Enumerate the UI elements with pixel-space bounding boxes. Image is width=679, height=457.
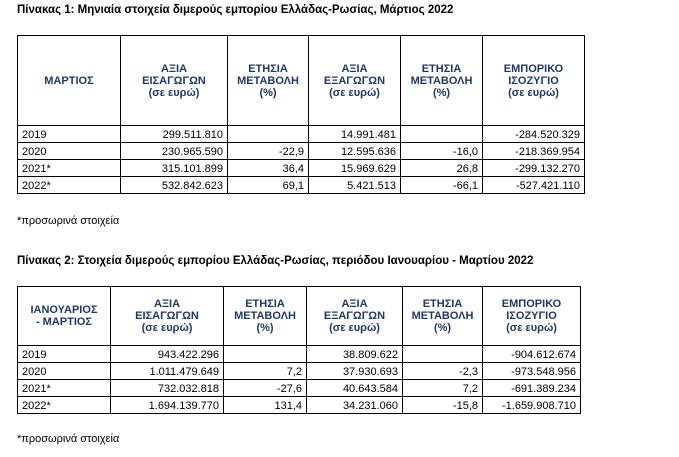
import-value-cell: 1.694.139.770 bbox=[111, 397, 224, 414]
export-value-cell: 5.421.513 bbox=[309, 177, 401, 194]
balance-cell: -904.612.674 bbox=[483, 346, 581, 363]
table-row bbox=[18, 160, 585, 177]
export-value-cell: 12.595.636 bbox=[309, 143, 401, 160]
table-row bbox=[18, 126, 585, 143]
balance-cell: -218.369.954 bbox=[483, 143, 585, 160]
header-trade-balance: ΕΜΠΟΡΙΚΟ ΙΣΟΖΥΓΙΟ (σε ευρώ) bbox=[483, 36, 585, 126]
table-row bbox=[18, 346, 581, 363]
header-row bbox=[18, 287, 581, 346]
table-row bbox=[18, 177, 585, 194]
table1-title: Πίνακας 1: Μηνιαία στοιχεία διμερούς εμπορίου Ελλάδας-Ρωσίας, Μάρτιος 2022 bbox=[17, 4, 454, 16]
year-cell: 2021* bbox=[18, 380, 111, 397]
header-import-change: ΕΤΗΣΙΑ ΜΕΤΑΒΟΛΗ (%) bbox=[224, 287, 307, 346]
export-value-cell: 40.643.584 bbox=[307, 380, 403, 397]
table1-footnote: *προσωρινά στοιχεία bbox=[17, 215, 120, 227]
balance-cell: -691.389.234 bbox=[483, 380, 581, 397]
year-cell: 2022* bbox=[18, 397, 111, 414]
export-value-cell: 38.809.622 bbox=[307, 346, 403, 363]
header-row bbox=[18, 36, 585, 126]
header-export-change: ΕΤΗΣΙΑ ΜΕΤΑΒΟΛΗ (%) bbox=[403, 287, 483, 346]
import-value-cell: 732.032.818 bbox=[111, 380, 224, 397]
header-export-change: ΕΤΗΣΙΑ ΜΕΤΑΒΟΛΗ (%) bbox=[401, 36, 483, 126]
table-row bbox=[18, 143, 585, 160]
table2-footnote: *προσωρινά στοιχεία bbox=[17, 433, 120, 445]
table-row bbox=[18, 363, 581, 380]
import-value-cell: 1.011.479.649 bbox=[111, 363, 224, 380]
export-change-cell: -16,0 bbox=[401, 143, 483, 160]
import-change-cell: -27,6 bbox=[224, 380, 307, 397]
export-change-cell: 7,2 bbox=[403, 380, 483, 397]
balance-cell: -284.520.329 bbox=[483, 126, 585, 143]
import-change-cell: -22,9 bbox=[228, 143, 309, 160]
export-change-cell: -2,3 bbox=[403, 363, 483, 380]
import-value-cell: 230.965.590 bbox=[121, 143, 228, 160]
export-change-cell bbox=[403, 346, 483, 363]
quarterly-trade-table bbox=[17, 286, 581, 414]
table-row bbox=[18, 397, 581, 414]
import-value-cell: 532.842.623 bbox=[121, 177, 228, 194]
export-change-cell: 26,8 bbox=[401, 160, 483, 177]
export-value-cell: 37.930.693 bbox=[307, 363, 403, 380]
export-change-cell bbox=[401, 126, 483, 143]
header-export-value: ΑΞΙΑ ΕΞΑΓΩΓΩΝ (σε ευρώ) bbox=[309, 36, 401, 126]
year-cell: 2022* bbox=[18, 177, 121, 194]
header-trade-balance: ΕΜΠΟΡΙΚΟ ΙΣΟΖΥΓΙΟ (σε ευρώ) bbox=[483, 287, 581, 346]
import-change-cell bbox=[228, 126, 309, 143]
balance-cell: -1.659.908.710 bbox=[483, 397, 581, 414]
header-period: ΙΑΝΟΥΑΡΙΟΣ - ΜΑΡΤΙΟΣ bbox=[18, 287, 111, 346]
import-change-cell: 69,1 bbox=[228, 177, 309, 194]
monthly-trade-table bbox=[17, 35, 585, 194]
balance-cell: -973.548.956 bbox=[483, 363, 581, 380]
year-cell: 2020 bbox=[18, 363, 111, 380]
header-month: ΜΑΡΤΙΟΣ bbox=[18, 36, 121, 126]
import-change-cell: 36,4 bbox=[228, 160, 309, 177]
year-cell: 2021* bbox=[18, 160, 121, 177]
year-cell: 2019 bbox=[18, 126, 121, 143]
header-import-change: ΕΤΗΣΙΑ ΜΕΤΑΒΟΛΗ (%) bbox=[228, 36, 309, 126]
table2-title: Πίνακας 2: Στοιχεία διμερούς εμπορίου Ελλάδας-Ρωσίας, περιόδου Ιανουαρίου - Μαρτίου 2022 bbox=[17, 255, 534, 267]
header-import-value: ΑΞΙΑ ΕΙΣΑΓΩΓΩΝ (σε ευρώ) bbox=[111, 287, 224, 346]
export-change-cell: -15,8 bbox=[403, 397, 483, 414]
import-change-cell: 7,2 bbox=[224, 363, 307, 380]
export-change-cell: -66,1 bbox=[401, 177, 483, 194]
import-value-cell: 943.422.296 bbox=[111, 346, 224, 363]
import-value-cell: 299.511.810 bbox=[121, 126, 228, 143]
header-export-value: ΑΞΙΑ ΕΞΑΓΩΓΩΝ (σε ευρώ) bbox=[307, 287, 403, 346]
year-cell: 2019 bbox=[18, 346, 111, 363]
import-value-cell: 315.101.899 bbox=[121, 160, 228, 177]
import-change-cell bbox=[224, 346, 307, 363]
year-cell: 2020 bbox=[18, 143, 121, 160]
balance-cell: -527.421.110 bbox=[483, 177, 585, 194]
export-value-cell: 15.969.629 bbox=[309, 160, 401, 177]
header-import-value: ΑΞΙΑ ΕΙΣΑΓΩΓΩΝ (σε ευρώ) bbox=[121, 36, 228, 126]
balance-cell: -299.132.270 bbox=[483, 160, 585, 177]
export-value-cell: 14.991.481 bbox=[309, 126, 401, 143]
export-value-cell: 34.231.060 bbox=[307, 397, 403, 414]
table-row bbox=[18, 380, 581, 397]
import-change-cell: 131,4 bbox=[224, 397, 307, 414]
